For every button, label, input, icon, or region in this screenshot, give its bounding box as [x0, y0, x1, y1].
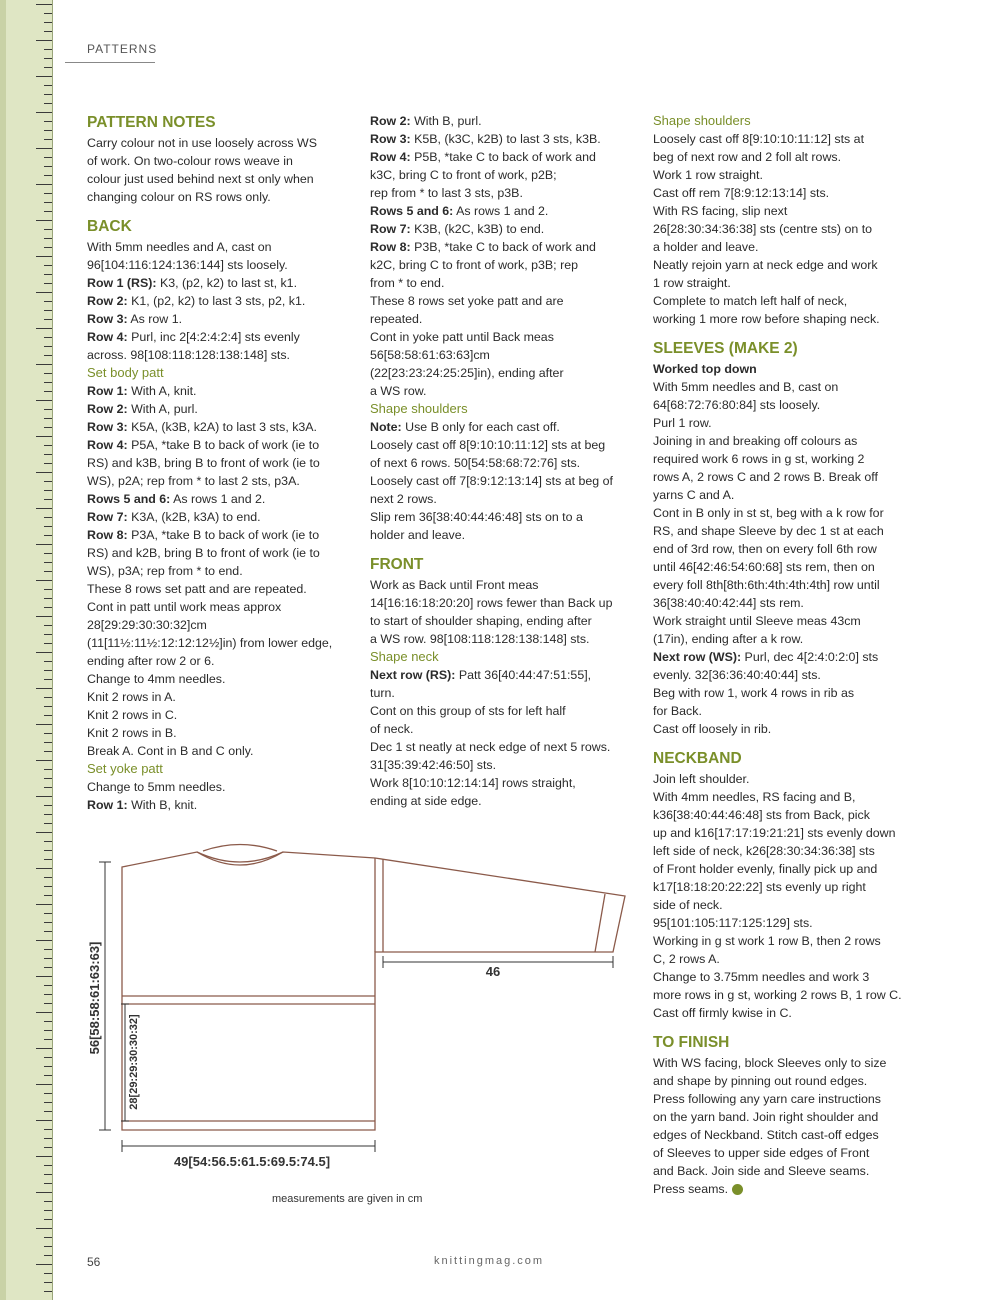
section-heading: PATTERN NOTES: [87, 114, 216, 131]
text-line: Cast off rem 7[8:9:12:13:14] sts.: [653, 186, 830, 200]
subsection-heading: Set body patt: [87, 365, 164, 380]
row-label: Row 4:: [87, 438, 128, 452]
instruction-row: [87, 490, 349, 508]
text-line: Neatly rejoin yarn at neck edge and work: [653, 258, 878, 272]
row-text: K5A, (k3B, k2A) to last 3 sts, k3A.: [127, 420, 317, 434]
row-text: K3, (p2, k2) to last st, k1.: [156, 276, 298, 290]
text-line: left side of neck, k26[28:30:34:36:38] sts: [653, 844, 875, 858]
lower-length-label: 28[29:29:30:30:32]: [128, 1014, 140, 1110]
text-line: rep from * to last 3 sts, p3B.: [370, 186, 523, 200]
text-line: of neck.: [370, 722, 414, 736]
text-line: With RS facing, slip next: [653, 204, 788, 218]
text-line: across. 98[108:118:128:138:148] sts.: [87, 348, 290, 362]
text-line: Knit 2 rows in B.: [87, 726, 177, 740]
text-line: Cont in patt until work meas approx: [87, 600, 282, 614]
text-line: from * to end.: [370, 276, 445, 290]
text-line: turn.: [370, 686, 395, 700]
length-label: 56[58:58:61:63:63]: [87, 941, 102, 1055]
section-heading: SLEEVES (MAKE 2): [653, 340, 798, 357]
text-line: to start of shoulder shaping, ending after: [370, 614, 592, 628]
text-line: Change to 4mm needles.: [87, 672, 226, 686]
text-line: 14[16:16:18:20:20] rows fewer than Back up: [370, 596, 613, 610]
text-line: 28[29:29:30:30:32]cm: [87, 618, 207, 632]
text-line: Cast off loosely in rib.: [653, 722, 772, 736]
row-label: Row 1 (RS):: [87, 276, 157, 290]
instruction-row: [653, 648, 915, 666]
text-line: holder and leave.: [370, 528, 466, 542]
text-line: Knit 2 rows in C.: [87, 708, 178, 722]
text-line: every foll 8th[8th:6th:4th:4th:4th] row until: [653, 578, 880, 592]
text-line: Slip rem 36[38:40:44:46:48] sts on to a: [370, 510, 583, 524]
section-heading: NECKBAND: [653, 750, 742, 767]
subsection-heading: Shape neck: [370, 649, 439, 664]
instruction-row: [370, 238, 632, 256]
text-line: With 5mm needles and A, cast on: [87, 240, 272, 254]
instruction-row: [87, 400, 349, 418]
text-line: and shape by pinning out round edges.: [653, 1074, 868, 1088]
text-line: Cont in yoke patt until Back meas: [370, 330, 554, 344]
row-label: Row 4:: [370, 150, 411, 164]
row-text: K5B, (k3C, k2B) to last 3 sts, k3B.: [410, 132, 601, 146]
row-text: Patt 36[40:44:47:51:55],: [455, 668, 592, 682]
row-label: Rows 5 and 6:: [370, 204, 454, 218]
column-3: [653, 112, 915, 1198]
text-line: end of 3rd row, then on every foll 6th row: [653, 542, 877, 556]
row-label: Row 3:: [370, 132, 411, 146]
text-line: k3C, bring C to front of work, p2B;: [370, 168, 557, 182]
text-line: 95[101:105:117:125:129] sts.: [653, 916, 813, 930]
row-text: P3A, *take B to back of work (ie to: [127, 528, 320, 542]
subsection-heading: Set yoke patt: [87, 761, 163, 776]
instruction-row: [370, 112, 632, 130]
header-rule: [65, 62, 155, 63]
row-text: Purl, dec 4[2:4:0:2:0] sts: [741, 650, 879, 664]
text-line: With 5mm needles and B, cast on: [653, 380, 839, 394]
instruction-row: [87, 526, 349, 544]
text-line: Dec 1 st neatly at neck edge of next 5 rows.: [370, 740, 611, 754]
text-line: Loosely cast off 7[8:9:12:13:14] sts at beg of: [370, 474, 613, 488]
row-text: P5A, *take B to back of work (ie to: [127, 438, 320, 452]
row-label: Row 4:: [87, 330, 128, 344]
ball-of-yarn-icon: [732, 1184, 743, 1195]
text-line: Work 8[10:10:12:14:14] rows straight,: [370, 776, 576, 790]
text-line: Break A. Cont in B and C only.: [87, 744, 254, 758]
text-line: and Back. Join side and Sleeve seams.: [653, 1164, 870, 1178]
section-label: PATTERNS: [87, 42, 158, 56]
text-line: ending after row 2 or 6.: [87, 654, 215, 668]
text-line: more rows in g st, working 2 rows B, 1 row C.: [653, 988, 902, 1002]
row-text: K3B, (k2C, k3B) to end.: [410, 222, 545, 236]
text-line: 96[104:116:124:136:144] sts loosely.: [87, 258, 288, 272]
row-text: K3A, (k2B, k3A) to end.: [127, 510, 261, 524]
text-line: RS, and shape Sleeve by dec 1 st at each: [653, 524, 884, 538]
row-label: Row 3:: [87, 420, 128, 434]
subheading: Worked top down: [653, 362, 757, 376]
text-line: colour just used behind next st only when: [87, 172, 314, 186]
text-line: These 8 rows set patt and are repeated.: [87, 582, 307, 596]
footer-website: knittingmag.com: [434, 1255, 545, 1267]
row-label: Next row (RS):: [370, 668, 456, 682]
text-line: (17in), ending after a k row.: [653, 632, 804, 646]
text-line: a holder and leave.: [653, 240, 759, 254]
text-line: Work straight until Sleeve meas 43cm: [653, 614, 861, 628]
text-line: yarns C and A.: [653, 488, 735, 502]
instruction-row: [370, 220, 632, 238]
row-label: Next row (WS):: [653, 650, 742, 664]
instruction-row: [87, 328, 349, 346]
subsection-heading: Shape shoulders: [653, 113, 751, 128]
text-line: With WS facing, block Sleeves only to size: [653, 1056, 887, 1070]
text-line: 26[28:30:34:36:38] sts (centre sts) on to: [653, 222, 873, 236]
instruction-row: [370, 130, 632, 148]
text-line: Cast off firmly kwise in C.: [653, 1006, 792, 1020]
instruction-row: [87, 796, 349, 814]
text-line: [653, 1180, 915, 1198]
text-line: 36[38:40:40:42:44] sts rem.: [653, 596, 804, 610]
row-label: Row 2:: [87, 402, 128, 416]
text-line: Working in g st work 1 row B, then 2 rows: [653, 934, 881, 948]
text-line: RS) and k3B, bring B to front of work (ie to: [87, 456, 320, 470]
text-line: Change to 5mm needles.: [87, 780, 226, 794]
text-line: rows A, 2 rows C and 2 rows B. Break off: [653, 470, 878, 484]
row-text: Purl, inc 2[4:2:4:2:4] sts evenly: [127, 330, 300, 344]
row-text: P5B, *take C to back of work and: [410, 150, 596, 164]
text-line: Press following any yarn care instructions: [653, 1092, 881, 1106]
row-label: Row 1:: [87, 798, 128, 812]
instruction-row: [87, 310, 349, 328]
width-label: 49[54:56.5:61.5:69.5:74.5]: [173, 1154, 331, 1169]
text-line: next 2 rows.: [370, 492, 437, 506]
final-text: Press seams.: [653, 1182, 729, 1196]
page-number: 56: [87, 1255, 101, 1269]
text-line: a WS row. 98[108:118:128:138:148] sts.: [370, 632, 590, 646]
row-text: K1, (p2, k2) to last 3 sts, p2, k1.: [127, 294, 306, 308]
row-label: Row 8:: [87, 528, 128, 542]
text-line: evenly. 32[36:36:40:40:44] sts.: [653, 668, 821, 682]
row-text: With A, purl.: [127, 402, 198, 416]
text-line: repeated.: [370, 312, 423, 326]
text-line: Work 1 row straight.: [653, 168, 763, 182]
text-line: With 4mm needles, RS facing and B,: [653, 790, 856, 804]
measurement-note: measurements are given in cm: [272, 1193, 423, 1205]
column-2: [370, 112, 632, 810]
row-text: P3B, *take C to back of work and: [410, 240, 596, 254]
text-line: k17[18:18:20:22:22] sts evenly up right: [653, 880, 866, 894]
text-line: Cont in B only in st st, beg with a k row for: [653, 506, 884, 520]
text-line: Joining in and breaking off colours as: [653, 434, 858, 448]
row-label: Row 7:: [370, 222, 411, 236]
sleeve-label: 46: [485, 964, 501, 979]
row-text: As rows 1 and 2.: [170, 492, 266, 506]
text-line: Knit 2 rows in A.: [87, 690, 176, 704]
text-line: Join left shoulder.: [653, 772, 750, 786]
instruction-row: [370, 148, 632, 166]
row-label: Row 1:: [87, 384, 128, 398]
instruction-row: [87, 292, 349, 310]
section-heading: FRONT: [370, 556, 424, 573]
text-line: for Back.: [653, 704, 702, 718]
row-label: Row 2:: [87, 294, 128, 308]
text-line: These 8 rows set yoke patt and are: [370, 294, 564, 308]
text-line: of Sleeves to upper side edges of Front: [653, 1146, 870, 1160]
subsection-heading: Shape shoulders: [370, 401, 468, 416]
text-line: k2C, bring C to front of work, p3B; rep: [370, 258, 578, 272]
column-1: [87, 112, 349, 814]
text-line: side of neck.: [653, 898, 723, 912]
instruction-row: [370, 202, 632, 220]
text-line: Complete to match left half of neck,: [653, 294, 848, 308]
section-heading: BACK: [87, 218, 132, 235]
garment-schematic: [85, 838, 645, 1178]
instruction-row: [87, 274, 349, 292]
text-line: k36[38:40:44:46:48] sts from Back, pick: [653, 808, 870, 822]
text-line: Carry colour not in use loosely across WS: [87, 136, 318, 150]
text-line: Purl 1 row.: [653, 416, 712, 430]
text-line: changing colour on RS rows only.: [87, 190, 271, 204]
row-label: Row 7:: [87, 510, 128, 524]
text-line: until 46[42:46:54:60:68] sts rem, then on: [653, 560, 875, 574]
row-text: With B, knit.: [127, 798, 198, 812]
text-line: Work as Back until Front meas: [370, 578, 539, 592]
row-label: Note:: [370, 420, 402, 434]
text-line: WS), p2A; rep from * to last 2 sts, p3A.: [87, 474, 300, 488]
ruler-margin: [0, 0, 53, 1300]
text-line: RS) and k2B, bring B to front of work (ie to: [87, 546, 320, 560]
text-line: Cont on this group of sts for left half: [370, 704, 566, 718]
text-line: WS), p3A; rep from * to end.: [87, 564, 243, 578]
instruction-row: [87, 508, 349, 526]
row-text: As rows 1 and 2.: [453, 204, 549, 218]
text-line: edges of Neckband. Stitch cast-off edges: [653, 1128, 879, 1142]
row-label: Row 3:: [87, 312, 128, 326]
text-line: ending at side edge.: [370, 794, 482, 808]
text-line: Change to 3.75mm needles and work 3: [653, 970, 870, 984]
text-line: of work. On two-colour rows weave in: [87, 154, 293, 168]
section-heading: TO FINISH: [653, 1034, 730, 1051]
row-text: Use B only for each cast off.: [401, 420, 560, 434]
instruction-row: [370, 418, 632, 436]
row-label: Row 8:: [370, 240, 411, 254]
instruction-row: [87, 418, 349, 436]
text-line: working 1 more row before shaping neck.: [653, 312, 880, 326]
row-label: Row 2:: [370, 114, 411, 128]
text-line: C, 2 rows A.: [653, 952, 720, 966]
instruction-row: [87, 436, 349, 454]
row-text: With A, knit.: [127, 384, 197, 398]
text-line: 64[68:72:76:80:84] sts loosely.: [653, 398, 821, 412]
text-line: up and k16[17:17:19:21:21] sts evenly down: [653, 826, 896, 840]
text-line: Beg with row 1, work 4 rows in rib as: [653, 686, 855, 700]
text-line: (11[11½:11½:12:12:12½]in) from lower edge,: [87, 636, 333, 650]
text-line: a WS row.: [370, 384, 427, 398]
text-line: of next 6 rows. 50[54:58:68:72:76] sts.: [370, 456, 581, 470]
text-line: (22[23:23:24:25:25]in), ending after: [370, 366, 564, 380]
instruction-row: [370, 666, 632, 684]
text-line: Loosely cast off 8[9:10:10:11:12] sts at: [653, 132, 865, 146]
text-line: required work 6 rows in g st, working 2: [653, 452, 865, 466]
text-line: of Front holder evenly, finally pick up and: [653, 862, 878, 876]
text-line: Loosely cast off 8[9:10:10:11:12] sts at beg: [370, 438, 606, 452]
text-line: 1 row straight.: [653, 276, 731, 290]
text-line: 31[35:39:42:46:50] sts.: [370, 758, 497, 772]
row-label: Rows 5 and 6:: [87, 492, 171, 506]
text-line: on the yarn band. Join right shoulder and: [653, 1110, 879, 1124]
text-line: beg of next row and 2 foll alt rows.: [653, 150, 842, 164]
row-text: As row 1.: [127, 312, 183, 326]
row-text: With B, purl.: [410, 114, 482, 128]
instruction-row: [87, 382, 349, 400]
text-line: 56[58:58:61:63:63]cm: [370, 348, 490, 362]
